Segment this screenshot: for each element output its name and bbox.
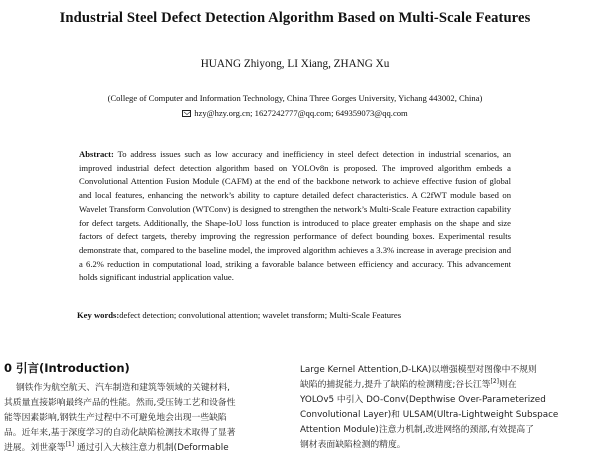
abstract-text: To address issues such as low accuracy and inefficiency in steel defect detection in industrial scenarios, an improved industrial defect detection algorithm based on YOLOv8n is proposed. The improved algorithm embeds a Convolutional Attention Fusion Module (CAFM) at the end of the backbone network to achieve effective fusion of global and local features, enhancing the network’s ability to capture detailed defect characteristics. A C2fWT module based on Wavelet Transform Convolution (WTConv) is designed to strengthen the network’s Multi-Scale Feature extraction capability for defect targets. Additionally, the Shape-IoU loss function is introduced to place greater emphasis on the shape and size factors of defect targets, thereby improving the regression performance of defect bounding boxes. Experimental results demonstrate that, compared to the baseline model, the improved algorithm achieves a 3.3% increase in average precision and a 6.2% reduction in computational load, striking a favorable balance between efficiency and accuracy. This advancement holds significant industrial application value. [79,149,512,283]
left-line-5b: 通过引入大核注意力机制(Deformable [76,443,229,453]
right-line-3: YOLOv5 中引入 DO-Conv(Depthwise Over-Parameterized [300,395,546,405]
left-line-5 [4,440,229,453]
right-line-6: 钢材表面缺陷检测的精度。 [300,440,406,450]
paper-title: Industrial Steel Defect Detection Algorithm Based on Multi-Scale Features [59,10,531,26]
email-line [0,108,590,118]
email-addresses: hzy@hzy.org.cn; 1627242777@qq.com; 649359073@qq.com [194,108,408,118]
citation-ref: [1] [65,441,75,449]
author-list: HUANG Zhiyong, LI Xiang, ZHANG Xu [200,58,390,70]
right-line-2 [300,377,517,390]
keywords-label: Key words: [77,310,120,320]
keywords [77,310,517,320]
keywords-text: defect detection; convolutional attention; wavelet transform; Multi-Scale Features [119,310,402,320]
right-line-5: Attention Module)注意力机制,改进网络的颈部,有效提高了 [300,425,534,435]
left-line-1: 钢铁作为航空航天、汽车制造和建筑等领域的关键材料, [16,383,230,393]
affiliation: (College of Computer and Information Technology, China Three Gorges University, Yichang 443002, China) [107,93,483,103]
citation-ref: [2] [490,378,499,386]
intro-left-column [4,380,284,460]
left-line-4: 品。近年来,基于深度学习的自动化缺陷检测技术取得了显著 [4,428,236,438]
right-line-2b: 则在 [499,380,517,390]
envelope-icon [182,110,191,117]
right-line-1: Large Kernel Attention,D-LKA)以增强模型对图像中不规则 [300,365,537,375]
right-line-2a: 缺陷的捕捉能力,提升了缺陷的检测精度;谷长江等 [300,380,491,390]
section-heading: 0 引言(Introduction) [4,361,130,375]
right-line-4: Convolutional Layer)和 ULSAM(Ultra-Lightweight Subspace [300,410,559,420]
abstract-label: Abstract: [79,149,114,159]
left-line-3: 能等因素影响,钢铁生产过程中不可避免地会出现一些缺陷 [4,413,227,423]
intro-right-column [300,362,588,460]
left-line-2: 其质量直接影响最终产品的性能。然而,受压铸工艺和设备性 [4,398,236,408]
left-line-5a: 进展。刘世豪等 [4,443,66,453]
abstract [79,148,511,285]
